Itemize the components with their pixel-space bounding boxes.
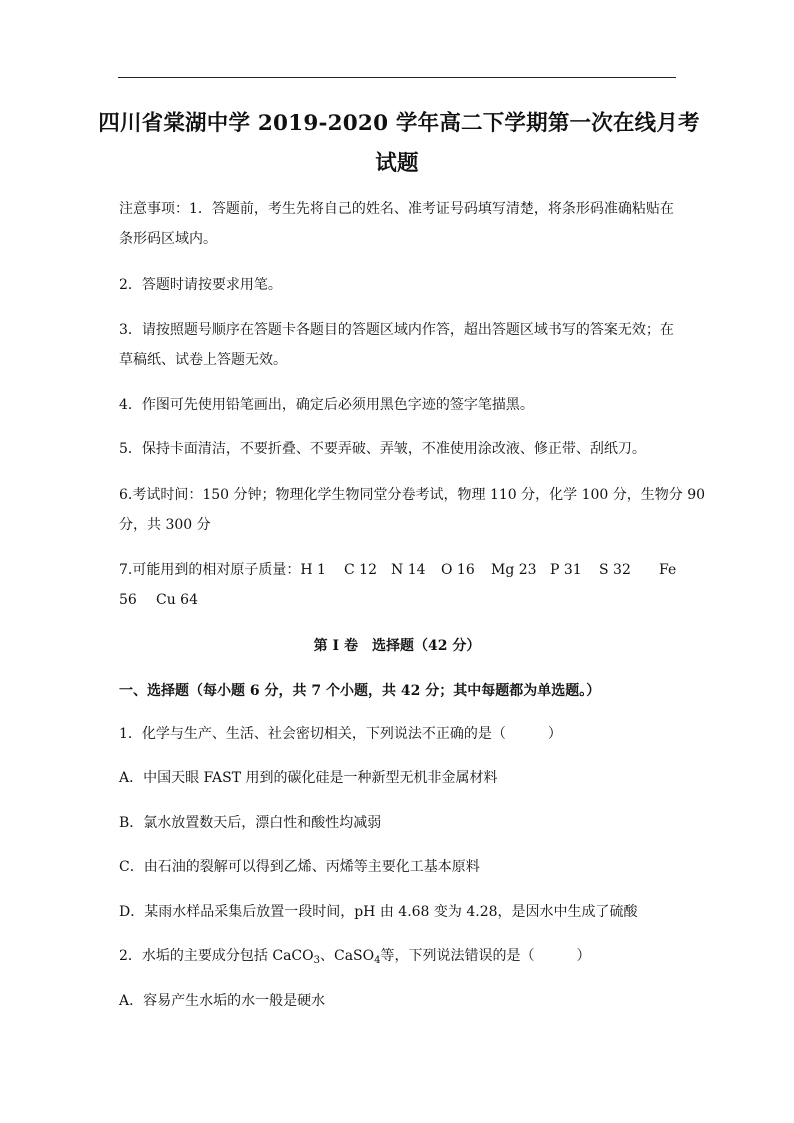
note-item-3-line1: 3．请按照题号顺序在答题卡各题目的答题区域内作答，超出答题区域书写的答案无效；在	[119, 322, 674, 338]
question-2-stem-post: 等，下列说法错误的是（ ）	[380, 948, 591, 964]
atomic-mass-s: S 32	[599, 562, 631, 578]
note-item-1-line2: 条形码区域内。	[119, 231, 217, 247]
atomic-mass-fe-value: 56	[119, 592, 137, 608]
atomic-mass-prefix: 7.可能用到的相对原子质量：H 1	[119, 562, 326, 578]
question-1-option-a: A．中国天眼 FAST 用到的碳化硅是一种新型无机非金属材料	[119, 770, 498, 786]
atomic-mass-c: C 12	[344, 562, 377, 578]
page-title-line1: 四川省棠湖中学 2019-2020 学年高二下学期第一次在线月考	[98, 111, 700, 136]
question-2-sub-3: 3	[313, 955, 320, 966]
question-2-sub-4: 4	[374, 955, 381, 966]
question-2-stem-mid: 、CaSO	[319, 948, 375, 964]
note-item-6-line1: 6.考试时间：150 分钟；物理化学生物同堂分卷考试，物理 110 分，化学 100 分，生物分 90	[119, 487, 706, 503]
volume-title: 第 I 卷 选择题（42 分）	[313, 638, 481, 654]
question-1-option-b: B．氯水放置数天后，漂白性和酸性均减弱	[119, 815, 382, 831]
atomic-mass-fe: Fe	[659, 562, 677, 578]
note-item-1-line1: 注意事项：1．答题前，考生先将自己的姓名、准考证号码填写清楚，将条形码准确粘贴在	[119, 201, 674, 217]
atomic-mass-mg: Mg 23	[491, 562, 537, 578]
question-2-option-a: A．容易产生水垢的水一般是硬水	[119, 993, 326, 1009]
note-item-6-line2: 分，共 300 分	[119, 517, 211, 533]
note-item-2: 2．答题时请按要求用笔。	[119, 277, 282, 293]
atomic-mass-o: O 16	[441, 562, 475, 578]
question-1-option-d: D．某雨水样品采集后放置一段时间，pH 由 4.68 变为 4.28，是因水中生成了硫酸	[119, 904, 638, 920]
note-item-3-line2: 草稿纸、试卷上答题无效。	[119, 352, 287, 368]
page-title-line2: 试题	[375, 151, 419, 176]
part-title: 一、选择题（每小题 6 分，共 7 个小题，共 42 分；其中每题都为单选题。）	[119, 683, 601, 699]
question-2-stem-pre: 2．水垢的主要成分包括 CaCO	[119, 948, 314, 964]
note-item-5: 5．保持卡面清洁，不要折叠、不要弄破、弄皱，不准使用涂改液、修正带、刮纸刀。	[119, 441, 646, 457]
question-2-stem	[119, 946, 591, 971]
atomic-mass-n: N 14	[391, 562, 426, 578]
note-item-4: 4．作图可先使用铅笔画出，确定后必须用黑色字迹的签字笔描黑。	[119, 397, 534, 413]
question-1-stem: 1．化学与生产、生活、社会密切相关，下列说法不正确的是（ ）	[119, 726, 562, 742]
question-1-option-c: C．由石油的裂解可以得到乙烯、丙烯等主要化工基本原料	[119, 859, 480, 875]
atomic-mass-p: P 31	[550, 562, 582, 578]
header-rule	[118, 77, 676, 78]
atomic-mass-cu: Cu 64	[156, 592, 198, 608]
